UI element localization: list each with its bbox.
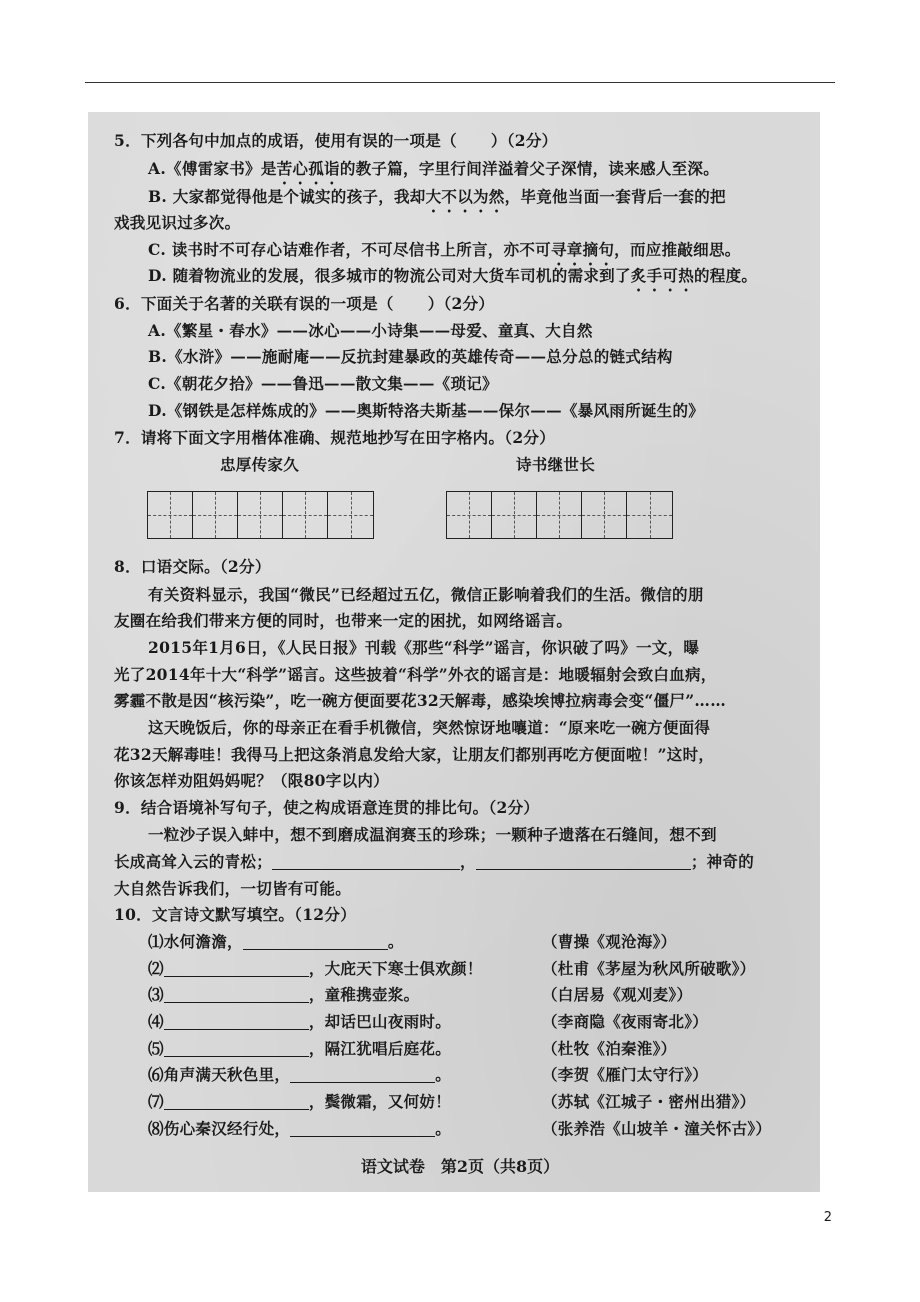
q8-paragraph: 友圈在给我们带来方便的同时，也带来一定的困扰，如网络谣言。 [114,611,573,630]
q10-item: ⑺ ，鬓微霜，又何妨！ [148,1092,452,1111]
q5-option-a: A.《傅雷家书》是苦心孤诣的教子篇，字里行间洋溢着父子深情，读来感人至深。 [148,159,720,178]
q7-phrase-right: 诗书继世长 [516,455,596,474]
q10-source: （张养浩《山坡羊・潼关怀古》） [542,1119,772,1138]
q10-source: （杜牧《泊秦淮》） [542,1039,677,1058]
q10-item: ⑷ ，却话巴山夜雨时。 [148,1012,452,1031]
q10-item: ⑻伤心秦汉经行处， 。 [148,1119,452,1138]
q6-option-c: C.《朝花夕拾》——鲁迅——散文集——《琐记》 [148,374,498,393]
answer-blank[interactable] [243,933,388,950]
tianzige-grid-left [147,491,374,539]
q10-item: ⑹角声满天秋色里， 。 [148,1065,452,1084]
grid-cell[interactable] [283,492,328,538]
q5-option-c: C. 读书时不可存心诘难作者，不可尽信书上所言，亦不可寻章摘句，而应推敲细思。 [148,240,741,259]
q10-stem: 10．文言诗文默写填空。（12分） [114,905,356,924]
answer-blank[interactable] [164,1093,309,1110]
q6-option-b: B.《水浒》——施耐庵——反抗封建暴政的英雄传奇——总分总的链式结构 [148,347,673,366]
q8-paragraph: 2015年1月6日，《人民日报》刊载《那些“科学”谣言，你识破了吗》一文，曝 [148,638,700,657]
q8-paragraph: 你该怎样劝阻妈妈呢？（限80字以内） [114,771,389,790]
grid-cell[interactable] [627,492,672,538]
grid-cell[interactable] [238,492,283,538]
grid-cell[interactable] [447,492,492,538]
q10-source: （李贺《雁门太守行》） [542,1065,709,1084]
q6-option-a: A.《繁星・春水》——冰心——小诗集——母爱、童真、大自然 [148,321,593,340]
q10-source: （杜甫《茅屋为秋风所破歌》） [542,959,756,978]
page-number: 2 [823,1210,832,1225]
q10-source: （李商隐《夜雨寄北》） [542,1012,709,1031]
q10-item: ⑸ ，隔江犹唱后庭花。 [148,1039,452,1058]
q5-option-d: D. 随着物流业的发展，很多城市的物流公司对大货车司机的需求到了炙手可热的程度。 [148,266,758,285]
answer-blank[interactable] [290,1066,435,1083]
q7-stem: 7．请将下面文字用楷体准确、规范地抄写在田字格内。（2分） [114,428,556,447]
q9-text: 一粒沙子误入蚌中，想不到磨成温润赛玉的珍珠；一颗种子遗落在石缝间，想不到 [148,825,717,844]
q8-paragraph: 光了2014年十大“科学”谣言。这些披着“科学”外衣的谣言是：地暖辐射会致白血病， [114,665,717,684]
grid-cell[interactable] [492,492,537,538]
page-footer: 语文试卷 第2页（共8页） [360,1157,560,1176]
grid-cell[interactable] [193,492,238,538]
answer-blank[interactable] [164,960,309,977]
tianzige-grid-right [446,491,673,539]
answer-blank[interactable] [290,1120,435,1137]
q9-text: 长成高耸入云的青松； ， ；神奇的 [114,852,755,871]
header-rule [85,82,835,83]
q6-option-d: D.《钢铁是怎样炼成的》——奥斯特洛夫斯基——保尔——《暴风雨所诞生的》 [148,401,705,420]
q10-source: （苏轼《江城子・密州出猎》） [542,1092,756,1111]
q10-item: ⑶ ，童稚携壶浆。 [148,985,420,1004]
q9-stem: 9．结合语境补写句子，使之构成语意连贯的排比句。（2分） [114,798,540,817]
answer-blank[interactable] [164,1040,309,1057]
answer-blank[interactable] [164,986,309,1003]
answer-blank[interactable] [476,853,691,870]
q9-text: 大自然告诉我们，一切皆有可能。 [114,879,352,898]
q7-phrase-left: 忠厚传家久 [220,455,300,474]
q8-paragraph: 雾霾不散是因“核污染”，吃一碗方便面要花32天解毒，感染埃博拉病毒会变“僵尸”…… [114,691,727,710]
answer-blank[interactable] [164,1013,309,1030]
grid-cell[interactable] [537,492,582,538]
grid-cell[interactable] [148,492,193,538]
grid-cell[interactable] [582,492,627,538]
q8-stem: 8．口语交际。（2分） [114,557,271,576]
grid-cell[interactable] [328,492,373,538]
q10-source: （白居易《观刈麦》） [542,985,693,1004]
q8-paragraph: 花32天解毒哇！我得马上把这条消息发给大家，让朋友们都别再吃方便面啦！”这时， [114,745,715,764]
q10-item: ⑴水何澹澹， 。 [148,932,404,951]
q8-paragraph: 这天晚饭后，你的母亲正在看手机微信，突然惊讶地嚷道：“原来吃一碗方便面得 [148,718,711,737]
q5-option-b-cont: 戏我见识过多次。 [114,213,241,232]
q5-stem: 5．下列各句中加点的成语，使用有误的一项是（ ）（2分） [114,131,558,150]
q8-paragraph: 有关资料显示，我国“微民”已经超过五亿，微信正影响着我们的生活。微信的朋 [148,585,704,604]
answer-blank[interactable] [272,853,460,870]
q6-stem: 6．下面关于名著的关联有误的一项是（ ）（2分） [114,294,495,313]
q5-option-b: B. 大家都觉得他是个诚实的孩子，我却大不以为然，毕竟他当面一套背后一套的把 [148,187,726,206]
q10-source: （曹操《观沧海》） [542,932,677,951]
q10-item: ⑵ ，大庇天下寒士俱欢颜！ [148,959,483,978]
